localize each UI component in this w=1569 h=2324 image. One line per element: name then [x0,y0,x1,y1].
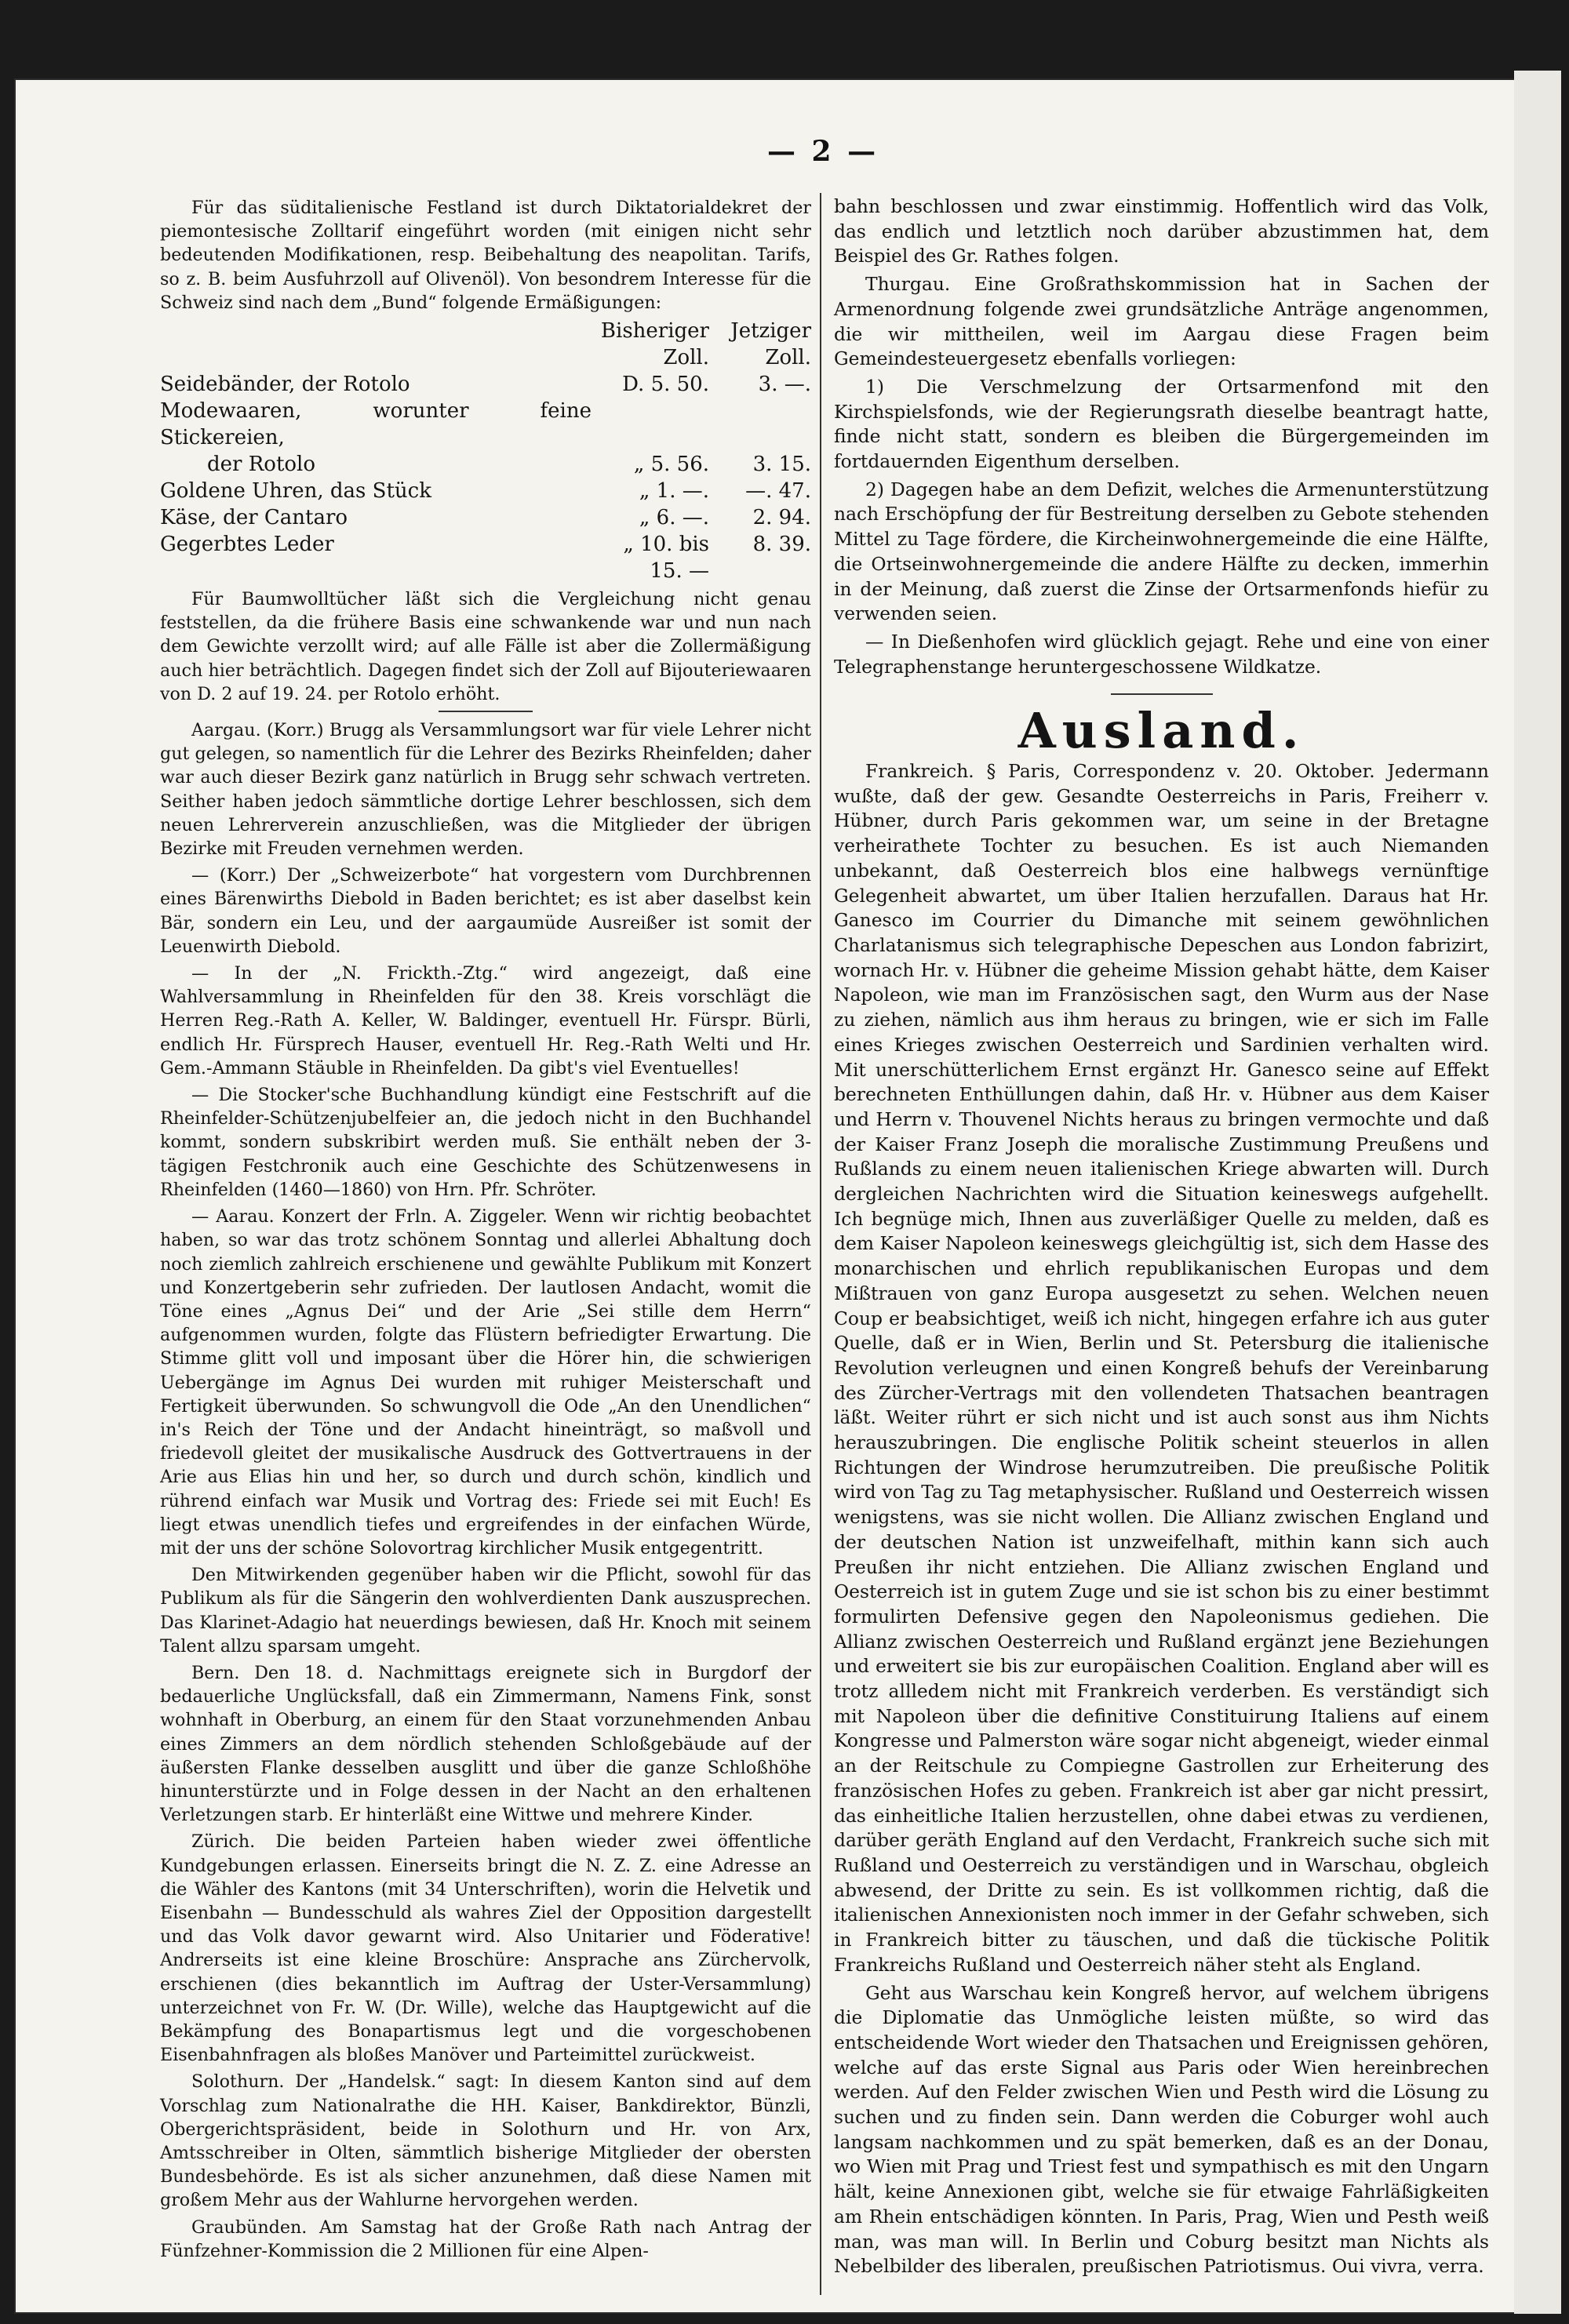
tariff-prev: „ 5. 56. [633,453,709,477]
paragraph-aargau-1: Aargau. (Korr.) Brugg als Versammlungsort war für viele Lehrer nicht gut gelegen, so namentlich für die Lehrer des Bezirks Rheinfelden; daher war auch dieser Bezirk ganz natürlich in Brugg sehr schwach vertreten. Seither haben jedoch sämmtliche dortige Lehrer beschlossen, sich dem neuen Lehrerverein anzuschließen, was die Mitglieder der übrigen Bezirke mit Freuden vernehmen werden. [160,720,811,860]
paragraph-bern: Bern. Den 18. d. Nachmittags ereignete sich in Burgdorf der bedauerliche Unglücksfall, daß ein Zimmermann, Namens Fink, sonst wohnhaft in Oberburg, an einem für den Staat vorzunehmenden Anbau eines Zimmers an dem nördlich stehenden Schloßgebäude auf der äußersten Flanke desselben ausglitt und über die ganze Schloßhöhe hinunterstürzte und in Folge dessen in der Nacht an den erhaltenen Verletzungen starb. Er hinterläßt eine Wittwe und mehrere Kinder. [160,1662,811,1826]
paragraph-thurgau-point-2: 2) Dagegen habe an dem Defizit, welches die Armenunterstützung nach Erschöpfung der für Bestreitung derselben zu Gebote stehenden Mittel zu Tage fördere, die Kircheinwohnergemeinde die eine Hälfte, die Ortseinwohnergemeinde die andere Hälfte zu decken, immerhin in der Meinung, daß zuerst die Zinse der Ortsarmenfonds hiefür zu verwenden seien. [834,478,1489,625]
paragraph-graubuenden-cont: bahn beschlossen und zwar einstimmig. Hoffentlich wird das Volk, das endlich und letztlich noch darüber abzustimmen hat, dem Beispiel des Gr. Rathes folgen. [834,195,1489,267]
tariff-now: 8. 39. [752,533,811,557]
divider-rule [439,711,533,712]
tariff-item: Gegerbtes Leder [160,533,334,557]
tariff-item: Modewaaren, worunter feine Stickereien, [160,399,592,450]
tariff-prev: „ 1. —. [639,479,709,504]
tariff-col-current: Jetziger Zoll. [730,319,811,370]
tariff-prev: „ 10. bis 15. — [623,533,709,584]
page-edge [1514,71,1561,2314]
paragraph-frankreich-2: Geht aus Warschau kein Kongreß hervor, auf welchem übrigens die Diplomatie das Unmögliche leisten müßte, so wird das entscheidende Wort wieder den Thatsachen und Ereignissen gehören, welche auf das erste Signal aus Paris oder Wien hereinbrechen werden. Auf den Felder zwischen Wien und Pesth wird die Lösung zu suchen und zu finden sein. Dann werden die Coburger wohl auch langsam nachkommen und zu spät bemerken, daß es an der Donau, wo Wien mit Prag und Triest fest und sympathisch es mit den Ungarn hält, keine Annexionen gibt, welche sie für etwaige Fahrläßigkeiten am Rhein entschädigen könnten. In Paris, Prag, Wien und Pesth weiß man, was man will. In Berlin und Coburg besitzt man Nichts als Nebelbilder des liberalen, preußischen Patriotismus. Oui vivra, verra. [834,1981,1489,2278]
newspaper-page [14,78,1532,2314]
tariff-row [160,504,811,531]
tariff-now: 3. —. [758,373,811,397]
tariff-item: Goldene Uhren, das Stück [160,479,431,504]
paragraph-aargau-4: — Die Stocker'sche Buchhandlung kündigt eine Festschrift auf die Rheinfelder-Schützenjubelfeier an, die jedoch nicht in den Buchhandel kommt, sondern subskribirt werden muß. Sie enthält neben der 3-tägigen Festchronik auch eine Geschichte des Schützenwesens in Rheinfelden (1460—1860) von Hrn. Pfr. Schröter. [160,1085,811,1200]
tariff-prev: D. 5. 50. [622,373,709,397]
paragraph-aargau-3: — In der „N. Frickth.-Ztg.“ wird angezeigt, daß eine Wahlversammlung in Rheinfelden für den 38. Kreis vorschlägt die Herren Reg.-Rath A. Keller, W. Baldinger, eventuell Hr. Fürspr. Bürli, endlich Hr. Fürsprech Hauser, eventuell Hr. Reg.-Rath Welti und Hr. Gem.-Ammann Stäuble in Rheinfelden. Da gibt's viel Eventuelles! [160,963,811,1078]
tariff-col-previous: Bisheriger Zoll. [600,319,709,370]
tariff-item: Käse, der Cantaro [160,506,348,530]
paragraph-thurgau-point-1: 1) Die Verschmelzung der Ortsarmenfond mit den Kirchspielsfonds, wie der Regierungsrath dieselbe beantragt hatte, finde nicht statt, sondern es bleiben die Bürgergemeinden im fortdauernden Eigenthum derselben. [834,375,1489,473]
tariff-now: 2. 94. [752,506,811,530]
paragraph-aarau-concert: — Aarau. Konzert der Frln. A. Ziggeler. Wenn wir richtig beobachtet haben, so war das trotz schönem Sonntag und allerlei Abhaltung doch noch ziemlich zahlreich erschienene und gewählte Publikum mit Konzert und Konzertgeberin sehr zufrieden. Der lautlosen Andacht, womit die Töne eines „Agnus Dei“ und der Arie „Sei stille dem Herrn“ aufgenommen wurden, folgte das Flüstern befriedigter Erwartung. Die Stimme glitt voll und imposant über die Hörer hin, die schwierigen Uebergänge im Agnus Dei wurden mit ruhiger Meisterschaft und Fertigkeit überwunden. So schwungvoll die Ode „An den Unendlichen“ in's Reich der Töne und der Andacht hineinträgt, so maßvoll und friedevoll gleitet der musikalische Ausdruck des Gottvertrauens in der Arie aus Elias hin und her, so durch und durch schön, kindlich und rührend einfach war Musik und Vortrag des: Friede sei mit Euch! Es liegt etwas unendlich tiefes und ergreifendes in der einfachen Würde, mit der uns der schöne Solovortrag kirchlicher Musik entgegentritt. [160,1206,811,1558]
left-column [160,196,811,2266]
tariff-item: der Rotolo [207,453,316,477]
tariff-row [160,478,811,504]
tariff-now [709,398,811,451]
tariff-row [160,531,811,584]
tariff-item: Seidebänder, der Rotolo [160,373,410,397]
page-number: — 2 — [767,135,879,168]
paragraph-zuerich: Zürich. Die beiden Parteien haben wieder zwei öffentliche Kundgebungen erlassen. Einerseits bringt die N. Z. Z. eine Adresse an die Wähler des Kantons (mit 34 Unterschriften), worin die Helvetik und Eisenbahn — Bundesschuld als wahres Ziel der Opposition dargestellt und das Volk davor gewarnt wird. Also Unitarier und Föderative! Andrerseits ist eine kleine Broschüre: Ansprache ans Zürchervolk, erschienen (dies bekanntlich im Auftrag der Uster-Versammlung) unterzeichnet von Fr. W. (Dr. Wille), welche das Hauptgewicht auf die Bekämpfung des Bonapartismus legt und die vorgeschobenen Eisenbahnfragen als bloßes Manöver und Parteimittel zurückweist. [160,1831,811,2066]
tariff-now: —. 47. [745,479,811,504]
tariff-prev: „ 6. —. [639,506,709,530]
tariff-row [160,451,811,478]
paragraph-aargau-2: — (Korr.) Der „Schweizerbote“ hat vorgestern vom Durchbrennen eines Bärenwirths Diebold in Baden berichtet; es ist aber daselbst kein Bär, sondern ein Leu, und der aargaumüde Ausreißer ist somit der Leuenwirth Diebold. [160,865,811,957]
section-rule [1111,693,1213,695]
tariff-table [160,318,811,584]
paragraph-frankreich-1: Frankreich. § Paris, Correspondenz v. 20. Oktober. Jedermann wußte, daß der gew. Gesandte Oesterreichs in Paris, Freiherr v. Hübner, durch Paris gekommen war, um seine in der Bretagne verheirathete Tochter zu besuchen. Es ist auch Niemanden unbekannt, daß Oesterreich blos eine halbwegs vernünftige Gelegenheit abwartet, um über Italien herzufallen. Daraus hat Hr. Ganesco im Courrier du Dimanche mit seinem gewöhnlichen Charlatanismus sich telegraphische Depeschen aus London fabrizirt, wornach Hr. v. Hübner die geheime Mission gehabt hätte, dem Kaiser Napoleon, wie man im Französischen sagt, den Wurm aus der Nase zu ziehen, nämlich aus ihm heraus zu bringen, wie er sich im Falle eines Krieges zwischen Oesterreich und Sardinien verhalten wird. Mit unerschütterlichem Ernst ergänzt Hr. Ganesco seine auf Effekt berechneten Enthüllungen dahin, daß Hr. v. Hübner aus dem Kaiser und Herrn v. Thouvenel Nichts heraus zu bringen vermochte und daß der Kaiser Franz Joseph die moralische Zustimmung Preußens und Rußlands zu einem neuen italienischen Kriege abwarten will. Durch dergleichen Nachrichten wird die Situation keineswegs aufgehellt. Ich begnüge mich, Ihnen aus zuverläßiger Quelle zu melden, daß es dem Kaiser Napoleon keineswegs gleichgültig ist, sich dem Hasse des monarchischen und ehrlich republikanischen Europas und dem Mißtrauen von ganz Europa ausgesetzt zu sehen. Welchen neuen Coup er beabsichtiget, weiß ich nicht, hingegen erfahre ich aus guter Quelle, daß er in Wien, Berlin und St. Petersburg die italienische Revolution verleugnen und einen Kongreß behufs der Vereinbarung des Zürcher-Vertrags mit den vollendeten Thatsachen beantragen läßt. Weiter rührt er sich nicht und ist auch sonst aus ihm Nichts herauszubringen. Die englische Politik scheint steuerlos in allen Richtungen der Windrose herumzutreiben. Die preußische Politik wird von Tag zu Tag metaphysischer. Rußland und Oesterreich wissen wenigstens, was sie nicht wollen. Die Allianz zwischen England und der deutschen Nation ist unzweifelhaft, mithin kann sich auch Preußen ihr nicht entziehen. Die Allianz zwischen England und Oesterreich ist in gutem Zuge und sie ist schon bis zu einer bestimmt formulirten Defensive gegen den Napoleonismus gediehen. Die Allianz zwischen Oesterreich und Rußland ergänzt jene Beziehungen und erweitert sie bis zur europäischen Coalition. England aber will es trotz allledem nicht mit Frankreich verderben. Es verständigt sich mit Napoleon über die definitive Constituirung Italiens auf einem Kongresse und Palmerston wäre sogar nicht abgeneigt, wieder einmal an der Reitschule zu Compiegne Gastrollen zur Erheiterung des französischen Hofes zu geben. Frankreich ist aber gar nicht pressirt, das einheitliche Italien herzustellen, ohne dabei etwas zu verdienen, darüber geräth England auf den Verdacht, Frankreich suche sich mit Rußland und Oesterreich zu verständigen und in Warschau, obgleich abwesend, der Dritte zu sein. Es ist vollkommen richtig, daß die italienischen Annexionisten noch immer in der Gefahr schweben, sich in Frankreich bitter zu täuschen, und daß die tückische Politik Frankreichs Rußland und Oesterreich näher steht als England. [834,760,1489,1976]
column-divider [820,193,821,2295]
tariff-header-row [160,318,811,371]
paragraph-diessenhofen: — In Dießenhofen wird glücklich gejagt. Rehe und eine von einer Telegraphenstange heruntergeschossene Wildkatze. [834,630,1489,678]
paragraph-aarau-thanks: Den Mitwirkenden gegenüber haben wir die Pflicht, sowohl für das Publikum als für die Sängerin den wohlverdienten Dank auszusprechen. Das Klarinet-Adagio hat neuerdings bewiesen, daß Hr. Knoch mit seinem Talent allzu sparsam umgeht. [160,1565,811,1657]
paragraph-solothurn: Solothurn. Der „Handelsk.“ sagt: In diesem Kanton sind auf dem Vorschlag zum Nationalrathe die HH. Kaiser, Bankdirektor, Bünzli, Obergerichtspräsident, beide in Solothurn und Hr. von Arx, Amtsschreiber in Olten, sämmtlich bisherige Mitglieder der obersten Bundesbehörde. Es ist als sicher anzunehmen, daß diese Namen mit großem Mehr aus der Wahlurne hervorgehen werden. [160,2071,811,2211]
tariff-row [160,371,811,398]
tariff-row [160,398,811,451]
tariff-now: 3. 15. [752,453,811,477]
section-title-ausland: Ausland. [1017,702,1305,760]
paragraph-thurgau: Thurgau. Eine Großrathskommission hat in Sachen der Armenordnung folgende zwei grundsätzliche Anträge angenommen, die wir mittheilen, weil im Aargau diese Fragen beim Gemeindesteuergesetz ebenfalls vorliegen: [834,273,1489,370]
paragraph-cotton: Für Baumwolltücher läßt sich die Vergleichung nicht genau feststellen, da die frühere Basis eine schwankende war und nun nach dem Gewichte verzollt wird; auf alle Fälle ist aber die Zollermäßigung auch hier beträchtlich. Dagegen findet sich der Zoll auf Bijouteriewaaren von D. 2 auf 19. 24. per Rotolo erhöht. [160,589,811,704]
paragraph-graubuenden: Graubünden. Am Samstag hat der Große Rath nach Antrag der Fünfzehner-Kommission die 2 Millionen für eine Alpen- [160,2217,811,2261]
tariff-prev [592,398,709,451]
paragraph-tariff-intro: Für das süditalienische Festland ist durch Diktatorialdekret der piemontesische Zolltarif eingeführt worden (mit einigen nicht sehr bedeutenden Modifikationen, resp. Beibehaltung des neapolitan. Tarifs, so z. B. beim Ausfuhrzoll auf Olivenöl). Von besondrem Interesse für die Schweiz sind nach dem „Bund“ folgende Ermäßigungen: [160,198,811,313]
right-column [834,195,1489,2282]
